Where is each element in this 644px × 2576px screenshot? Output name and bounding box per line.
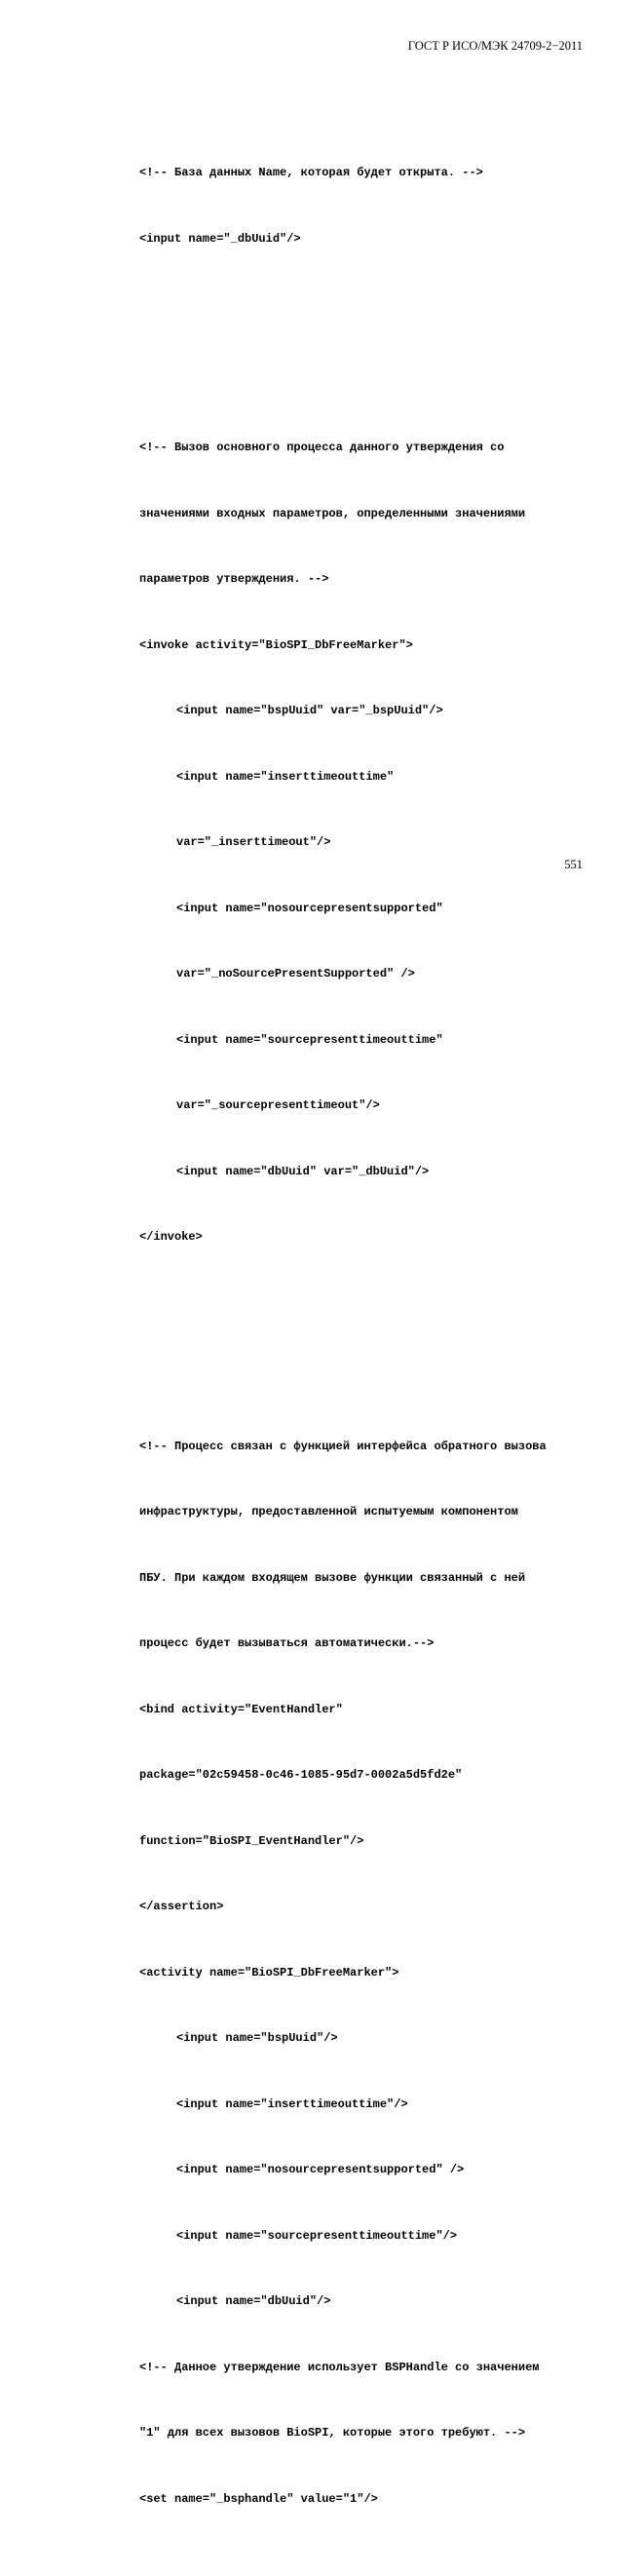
code-line: <input name="dbUuid" var="_dbUuid"/> (176, 1164, 430, 1178)
code-line: <input name="sourcepresenttimeouttime" (176, 1032, 443, 1047)
code-line: var="_sourcepresenttimeout"/> (176, 1098, 380, 1112)
code-block-invoke (139, 393, 597, 1292)
code-line: <input name="bspUuid" var="_bspUuid"/> (176, 704, 443, 717)
code-line: процесс будет вызываться автоматически.--> (139, 1636, 435, 1650)
code-line: <input name="nosourcepresentsupported" (176, 901, 443, 915)
code-line: <input name="dbUuid"/> (176, 2294, 331, 2308)
code-line: <bind activity="EventHandler" (139, 1702, 343, 1716)
code-line: <input name="inserttimeouttime"/> (176, 2096, 408, 2111)
code-line: <input name="_dbUuid"/> (139, 231, 301, 246)
page-number: 551 (564, 858, 583, 871)
code-line: <input name="sourcepresenttimeouttime"/> (176, 2228, 458, 2243)
code-line: <input name="inserttimeouttime" (176, 769, 395, 784)
code-line: <!-- База данных Name, которая будет открыта. --> (139, 166, 483, 179)
code-line: <!-- Вызов основного процесса данного утверждения со (139, 441, 505, 454)
code-line: </assertion> (139, 1900, 224, 1913)
code-line: </invoke> (139, 1230, 203, 1244)
code-block-bind-activity (139, 1392, 597, 2555)
code-line: <!-- Данное утверждение использует BSPHandle со значением (139, 2360, 540, 2374)
code-line: "1" для всех вызовов BioSPI, которые этого требуют. --> (139, 2426, 526, 2440)
code-line: <activity name="BioSPI_DbFreeMarker"> (139, 1965, 399, 1980)
code-listing (139, 74, 597, 2576)
code-block-db-input (139, 118, 597, 293)
code-line: var="_noSourcePresentSupported" /> (176, 967, 415, 980)
code-line: инфраструктуры, предоставленной испытуемым компонентом (139, 1505, 518, 1519)
code-line: function="BioSPI_EventHandler"/> (139, 1833, 364, 1848)
code-line: package="02c59458-0c46-1085-95d7-0002a5d5fd2e" (139, 1768, 463, 1782)
code-line: <set name="_bsphandle" value="1"/> (139, 2491, 378, 2506)
document-header: ГОСТ Р ИСО/МЭК 24709-2−2011 (407, 39, 583, 53)
code-line: <input name="bspUuid"/> (176, 2031, 338, 2045)
code-line: var="_inserttimeout"/> (176, 835, 331, 849)
code-line: ПБУ. При каждом входящем вызове функции связанный с ней (139, 1570, 526, 1585)
code-line: параметров утверждения. --> (139, 572, 329, 586)
code-line: <input name="nosourcepresentsupported" /> (176, 2163, 465, 2176)
code-line: <!-- Процесс связан с функцией интерфейса обратного вызова (139, 1439, 547, 1453)
code-line: <invoke activity="BioSPI_DbFreeMarker"> (139, 637, 413, 652)
code-line: значениями входных параметров, определенными значениями (139, 506, 526, 520)
